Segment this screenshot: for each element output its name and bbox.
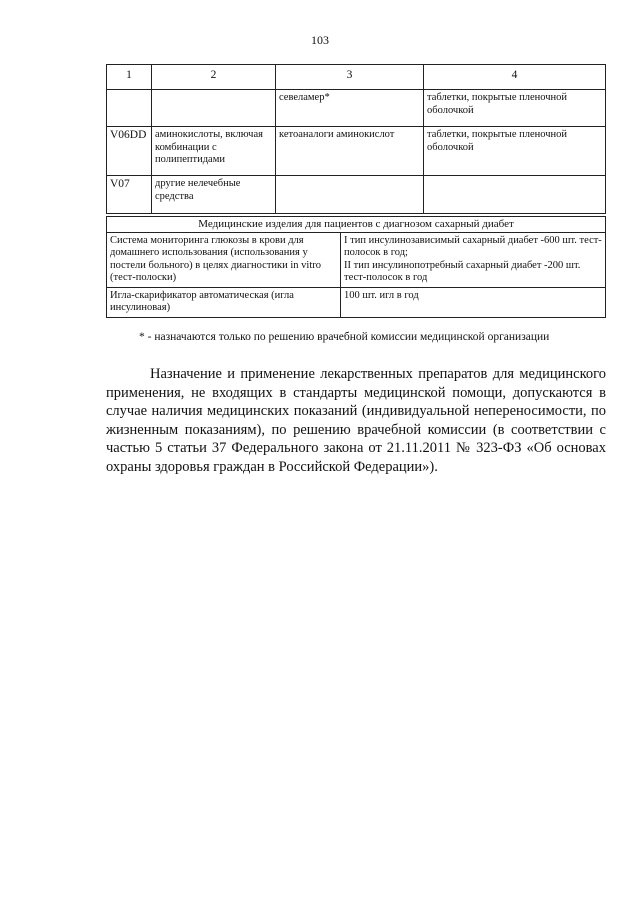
group-cell: другие нелечебные средства [152, 176, 276, 214]
dosage-form-cell: таблетки, покрытые пленочной оболочкой [424, 127, 606, 176]
table-row [107, 90, 606, 127]
amount-line: 100 шт. игл в год [344, 289, 419, 301]
device-table [106, 216, 606, 318]
table-row [107, 176, 606, 214]
column-header: 4 [424, 65, 606, 90]
substance-cell: севеламер* [276, 90, 424, 127]
amount-line: II тип инсулинопотребный сахарный диабет -200 шт. тест-полосок в год [344, 259, 581, 283]
atc-code-cell: V06DD [107, 127, 152, 176]
column-header: 3 [276, 65, 424, 90]
section-title: Медицинские изделия для пациентов с диагнозом сахарный диабет [107, 217, 606, 233]
atc-code-cell [107, 90, 152, 127]
device-name-cell: Игла-скарификатор автоматическая (игла инсулиновая) [107, 287, 341, 317]
table-row [107, 127, 606, 176]
column-header: 1 [107, 65, 152, 90]
atc-code-cell: V07 [107, 176, 152, 214]
section-header-row [107, 217, 606, 233]
device-name-cell: Система мониторинга глюкозы в крови для домашнего использования (использования у постели больного) в целях диагностики in vitro (тест-полоски) [107, 232, 341, 287]
dosage-form-cell [424, 176, 606, 214]
substance-cell: кетоаналоги аминокислот [276, 127, 424, 176]
table-header-row [107, 65, 606, 90]
body-paragraph [106, 365, 606, 477]
dosage-form-cell: таблетки, покрытые пленочной оболочкой [424, 90, 606, 127]
table-row [107, 287, 606, 317]
amount-line: I тип инсулинозависимый сахарный диабет -600 шт. тест-полосок в год; [344, 234, 602, 258]
footnote: * - назначаются только по решению врачебной комиссии медицинской организации [139, 331, 550, 343]
device-amount-cell [341, 232, 606, 287]
substance-cell [276, 176, 424, 214]
column-header: 2 [152, 65, 276, 90]
paragraph-text: Назначение и применение лекарственных препаратов для медицинского применения, не входящих в стандарты медицинской помощи, допускаются в случае наличия медицинских показаний (индивидуальной непереносимости, по жизненным показаниям), по решению врачебной комиссии (в соответствии с частью 5 статьи 37 Федерального закона от 21.11.2011 № 323-ФЗ «Об основах охраны здоровья граждан в Российской Федерации»). [106, 366, 606, 475]
device-amount-cell [341, 287, 606, 317]
drug-table [106, 64, 606, 214]
table-row [107, 232, 606, 287]
group-cell [152, 90, 276, 127]
group-cell: аминокислоты, включая комбинации с полипептидами [152, 127, 276, 176]
page-number: 103 [311, 33, 329, 47]
